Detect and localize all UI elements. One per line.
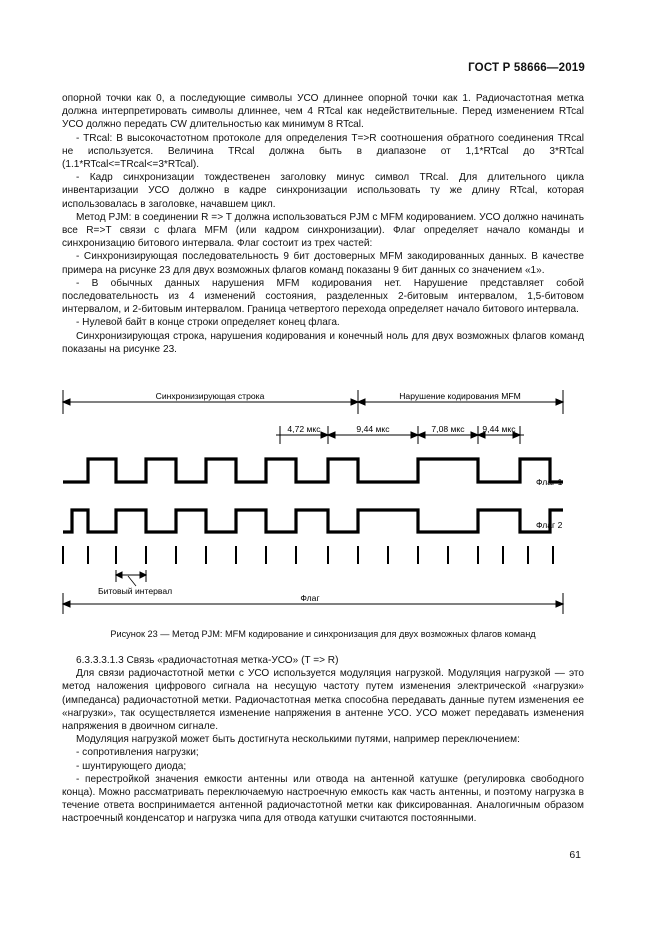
flag2-label: Флаг 2 <box>536 520 563 530</box>
dimension-label: 9,44 мкс <box>482 424 516 434</box>
flag-label: Флаг <box>300 593 320 603</box>
dimension-label: 7,08 мкс <box>431 424 465 434</box>
paragraph: Модуляция нагрузкой может быть достигнута несколькими путями, например переключением: <box>76 734 520 746</box>
paragraph: - Синхронизирующая последовательность 9 бит достоверных MFM закодированных данных. В качестве примера на рисунке 23 для двух возможных флагов команд показаны 9 бит данных со значением «1». <box>62 251 584 276</box>
paragraph: - Нулевой байт в конце строки определяет конец флага. <box>76 317 340 329</box>
paragraph: опорной точки как 0, а последующие символы УСО длиннее опорной точки как 1. Радиочастотная метка должна интерпретировать символы длиннее, чем 4 RTcal как недействительные. Перед изменением RTcal УСО должно передать CW длительностью как минимум 8 RTcal. <box>62 93 584 131</box>
dimension-label: 9,44 мкс <box>356 424 390 434</box>
bit-interval-label: Битовый интервал <box>98 586 173 596</box>
mfm-violation-label: Нарушение кодирования MFM <box>399 391 521 401</box>
paragraph: - TRcal: В высокочастотном протоколе для определения T=>R соотношения обратного соединения TRcal не используется. Величина TRcal должна быть в диапазоне от 1,1*RTcal до 3*RTcal (1.1*RTcal<=TRcal<=3*RTcal). <box>62 132 584 171</box>
flag1-waveform <box>63 459 563 482</box>
standard-header: ГОСТ Р 58666—2019 <box>468 62 585 74</box>
list-item: - сопротивления нагрузки; <box>76 747 199 759</box>
sync-string-label: Синхронизирующая строка <box>155 391 265 401</box>
dimension-label: 4,72 мкс <box>287 424 321 434</box>
flag1-label: Флаг 1 <box>536 477 563 487</box>
paragraph: Синхронизирующая строка, нарушения кодирования и конечный ноль для двух возможных флагов команд показаны на рисунке 23. <box>62 330 584 355</box>
page-number: 61 <box>569 849 581 861</box>
bottom-text-block <box>62 654 584 826</box>
section-heading: 6.3.3.3.1.3 Связь «радиочастотная метка-УСО» (T => R) <box>76 655 339 666</box>
list-item: - перестройкой значения емкости антенны или отвода на антенной катушке (регулировка свободного конца). Можно рассматривать переключаемую настроечную емкость как часть антенны, и поэтому нагрузка в течение ответа воспринимается антенной радиочастотной метки как фиксированная. Аналогичным образом настроечный конденсатор и нагрузка чипа для отвода катушки считаются постоянными. <box>62 773 584 825</box>
top-text-block <box>62 92 584 356</box>
paragraph: Для связи радиочастотной метки с УСО используется модуляция нагрузкой. Модуляция нагрузкой — это метод наложения цифрового сигнала на несущую частоту путем изменения электрической «нагрузки» (импеданса) радиочастотной метки. Радиочастотная метка способна передавать данные путем изменения ее «нагрузки», так осуществляется изменение напряжения в антенне УСО. УСО может передавать изменения напряжения в двоичном сигнале. <box>62 668 584 733</box>
flag2-waveform <box>63 510 563 532</box>
list-item: - шунтирующего диода; <box>76 760 187 772</box>
figure-23 <box>58 386 580 626</box>
paragraph: - Кадр синхронизации тождественен заголовку минус символ TRcal. Для длительного цикла инвентаризации УСО должно в кадре синхронизации использовать ту же длину RTcal, которая использовалась в заголовке, начавшем цикл. <box>62 172 584 210</box>
figure-caption: Рисунок 23 — Метод PJM: MFM кодирование и синхронизация для двух возможных флагов команд <box>110 629 536 639</box>
paragraph: - В обычных данных нарушения MFM кодирования нет. Нарушение представляет собой последовательность из 4 изменений состояния, разделенных 2-битовым интервалом, 1,5-битовом интервалом, и 2-битовым интервалом. Граница четвертого перехода определяет начало битового интервала. <box>62 277 584 316</box>
mfm-diagram <box>58 386 580 626</box>
paragraph: Метод PJM: в соединении R => T должна использоваться PJM с MFM кодированием. УСО должно начинать все R=>T связи с флага MFM (или кадром синхронизации). Флаг определяет начало команды и синхронизацию битового интервала. Флаг состоит из трех частей: <box>62 211 584 250</box>
